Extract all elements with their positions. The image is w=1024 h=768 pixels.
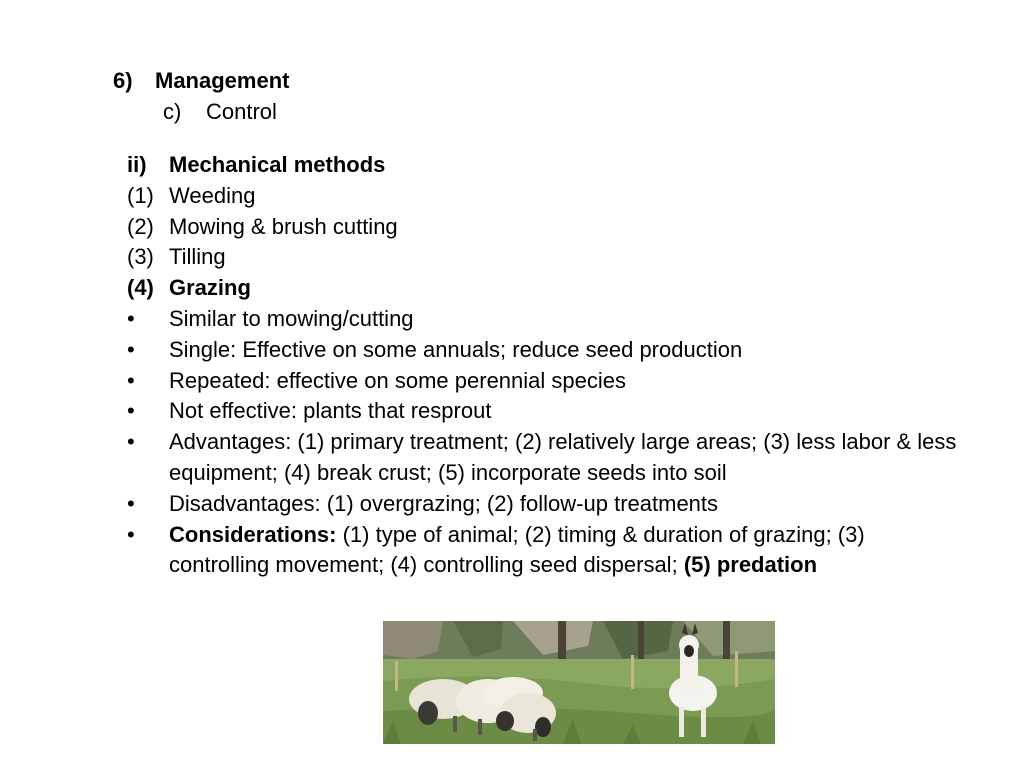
section-title: Mechanical methods [169,152,386,177]
bullet-text: Advantages: (1) primary treatment; (2) relatively large areas; (3) less labor & less equipment; (4) break crust; (5) incorporate seeds into soil [169,429,957,485]
bullet-text: Disadvantages: (1) overgrazing; (2) follow-up treatments [169,490,719,516]
bullet-item [127,335,957,366]
method-item [127,242,957,273]
subheading-number: c) [163,99,182,124]
considerations-label: Considerations: [169,521,337,547]
bullet-icon: • [127,305,135,331]
bullet-text: Similar to mowing/cutting [169,305,414,331]
bullet-icon: • [127,336,135,362]
subheading [163,99,277,125]
bullet-icon: • [127,398,135,424]
subheading-title: Control [206,99,277,124]
method-marker: (1) [127,182,154,208]
section-heading [113,68,289,94]
section-marker: ii) [127,152,147,177]
bullet-text: Single: Effective on some annuals; reduce seed production [169,336,743,362]
sheep-llama-grazing-photo [383,621,775,744]
method-text: Mowing & brush cutting [169,213,398,239]
method-item [127,212,957,243]
bullet-icon: • [127,429,135,455]
bullet-icon: • [127,367,135,393]
considerations-body: (1) type of animal; (2) timing & duration of grazing; (3) controlling movement; (4) controlling seed dispersal; [169,521,865,578]
bullet-item [127,366,957,397]
bullet-item [127,304,957,335]
heading-title: Management [155,68,290,93]
method-text: Weeding [169,182,256,208]
section-title-row [127,150,957,181]
method-text: Tilling [169,244,226,270]
bullet-item [127,489,957,520]
bullet-text: Repeated: effective on some perennial species [169,367,626,393]
content-list [127,150,957,581]
bullet-item [127,427,957,489]
photo-illustration [383,621,775,744]
bullet-item [127,396,957,427]
method-marker: (4) [127,275,154,301]
heading-number: 6) [113,68,133,93]
bullet-item-considerations [127,520,957,582]
method-marker: (2) [127,213,154,239]
considerations-text [169,520,957,582]
method-item-grazing [127,273,957,304]
method-item [127,181,957,212]
bullet-text: Not effective: plants that resprout [169,398,492,424]
method-text: Grazing [169,275,251,301]
considerations-emphasis: (5) predation [683,552,818,578]
method-marker: (3) [127,244,154,270]
bullet-icon: • [127,490,135,516]
bullet-icon: • [127,521,135,547]
